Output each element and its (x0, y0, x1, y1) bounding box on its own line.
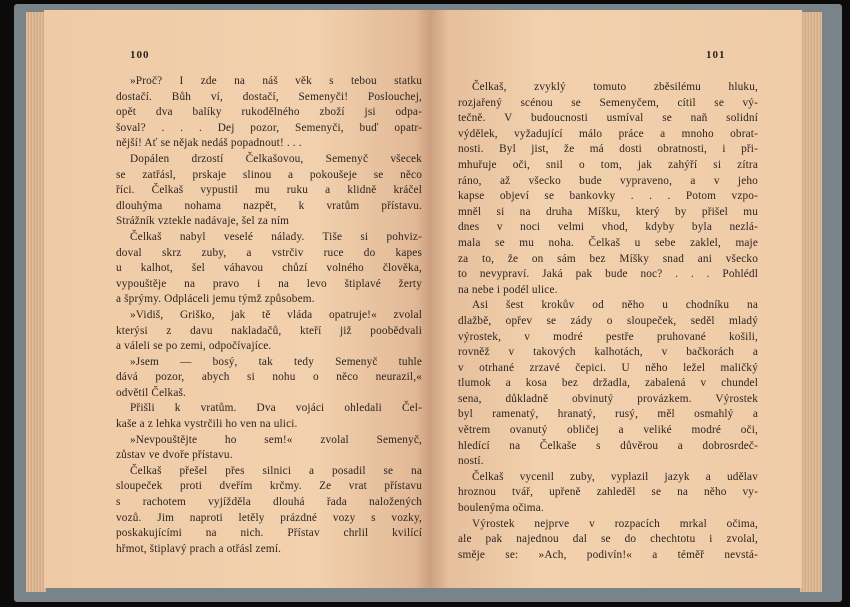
text-line: ale pak najednou dal se do chechtotu i zvolal, (458, 533, 758, 546)
text-line: nosti. Byl jist, že má dosti obratnosti, i při- (458, 143, 758, 156)
text-line: sena, důkladně obvinutý provázkem. Výrostek (458, 392, 758, 405)
text-line: kaše a z lehka vystrčili ho ven na ulici. (116, 418, 298, 431)
text-line: Výrostek nejprve v rozpacích mrkal očima, (472, 517, 758, 530)
text-line: s rachotem vyjížděla dlouhá řada naložených (116, 496, 422, 509)
text-line: mněl si na druha Míšku, který by přišel mu (458, 205, 758, 218)
text-line: dnes v noci velmi vhod, kdyby byla nezlá- (458, 221, 758, 234)
page-edges-right (800, 12, 822, 592)
text-line: šoval? . . . Dej pozor, Semenyči, buď opatr- (116, 121, 422, 134)
text-line: tečně. V budoucnosti usmíval se naň solidní (458, 112, 758, 125)
text-line: vypouštěje na pravo i na levo štiplavé žerty (116, 277, 422, 290)
page-text (458, 80, 758, 563)
text-line: Dopálen drzostí Čelkašovou, Semenyč všecek (130, 152, 422, 165)
text-line: kapse objeví se bankovky . . . Potom vzpo- (458, 190, 758, 203)
text-line: dlouhýma nohama nazpět, k vratům přístavu. (116, 199, 422, 212)
text-line: byl ramenatý, hranatý, rusý, měl osmahlý a (458, 408, 758, 421)
text-line: »Proč? I zde na náš věk s tebou statku (130, 75, 422, 87)
text-line: u kalhot, šel váhavou chůzí volného člověka, (116, 262, 422, 275)
page-edges-left (26, 12, 46, 592)
text-line: odvětil Čelkaš. (116, 386, 187, 399)
text-line: dostačí. Bůh ví, dostačí, Semenyči! Poslouchej, (116, 90, 422, 103)
text-line: hroznou tvář, upřeně zahleděl se na něho vy- (458, 486, 758, 499)
text-line: hřmot, štiplavý prach a otřásl zemí. (116, 542, 282, 555)
text-line: mhuřuje oči, snil o tom, jak zahýří si zítra (458, 158, 758, 171)
text-line: ráno, až všecko bude vypraveno, a v jeho (458, 174, 758, 187)
text-line: v otrhané zrzavé čepici. U něho ležel maličký (458, 361, 758, 374)
text-line: větrem ovanutý obličej a veliké modré oči, (458, 424, 758, 437)
text-line: Čelkaš vycenil zuby, vyplazil jazyk a udělav (472, 470, 758, 483)
text-line: sloupeček proti dveřím krčmy. Ze vrat přístavu (116, 480, 422, 493)
text-line: nější! Ať se nějak nedáš popadnout! . . . (116, 137, 302, 150)
text-line: tlumok a kosa bez držadla, zabalená v chundel (458, 377, 758, 390)
page-number: 100 (130, 49, 150, 61)
left-page (44, 10, 430, 588)
text-line: »Nevpouštějte ho sem!« zvolal Semenyč, (130, 433, 422, 446)
text-line: rovněž v takových kalhotách, v bačkorách a (458, 346, 758, 359)
text-line: smějе se: »Ach, podivín!« a téměř nevstá- (458, 548, 758, 561)
text-line: říci. Čelkaš vypustil mu ruku a klidně kráčel (116, 184, 422, 197)
text-line: Strážník vztekle nadávaje, šel za ním (116, 215, 290, 228)
text-line: vozů. Jim naproti letěly prázdné vozy s vozky, (116, 511, 422, 524)
text-line: zůstav ve dvoře přístavu. (116, 449, 233, 462)
text-line: poskakujícími na nich. Přístav chrlil kvilící (116, 527, 422, 540)
text-line: a šprýmy. Odpláceli jemu týmž způsobem. (116, 293, 315, 306)
text-line: výrostek, v modré pestře pruhované košili, (458, 330, 758, 343)
text-line: dlažbě, opřev se zády o sloupeček, seděl mladý (458, 314, 758, 327)
text-line: Čelkaš přešel přes silnici a posadil se na (130, 464, 422, 477)
text-line: to nevypraví. Jaká pak bude noc? . . . Pohlédl (458, 268, 758, 281)
text-line: Čelkaš nabyl veselé nálady. Tiše si pohviz- (130, 230, 422, 243)
text-line: Přišli k vratům. Dva vojáci ohledali Čel- (130, 402, 422, 415)
text-line: dává pozor, abych si nohu o něco neurazil,« (116, 371, 422, 384)
text-line: se zatřásl, prskaje slinou a pokoušeje se něco (116, 168, 422, 181)
page-number: 101 (706, 49, 726, 61)
text-line: doval skrz zuby, a vstrčiv ruce do kapes (116, 246, 422, 259)
text-line: »Vidiš, Griško, jak tě vláda opatruje!« zvolal (130, 308, 422, 321)
text-line: opět dva balíky rukodělného zboží jsi odpa- (116, 106, 422, 119)
right-page (430, 10, 802, 588)
text-line: kterýsi z davu nakladačů, kteří již poobědvali (116, 324, 422, 337)
text-line: mala se mu noha. Čelkaš u sebe zaklel, maje (458, 236, 758, 249)
text-line: za to, že on sám bez Míšky snad ani všecko (458, 252, 758, 265)
text-line: Asi šest krokův od něho u chodníku na (472, 299, 758, 312)
text-line: a váleli se po zemi, odpočívajíce. (116, 340, 272, 353)
text-line: hledící na Čelkaše s důvěrou a dobrosrdeč- (458, 439, 758, 452)
text-line: »Jsem — bosý, tak tedy Semenyč tuhle (130, 355, 422, 368)
page-text (116, 74, 422, 557)
text-line: Čelkaš, zvyklý tomuto zběsilému hluku, (472, 81, 758, 93)
text-line: boulenýma očima. (458, 502, 544, 515)
text-line: ností. (458, 455, 484, 468)
text-line: na nebe i podél ulice. (458, 283, 558, 296)
text-line: rozjařený scénou se Semenyčem, cítil se vý- (458, 96, 758, 109)
text-line: výdělek, vyžadující málo práce a mnoho obrat- (458, 127, 758, 140)
